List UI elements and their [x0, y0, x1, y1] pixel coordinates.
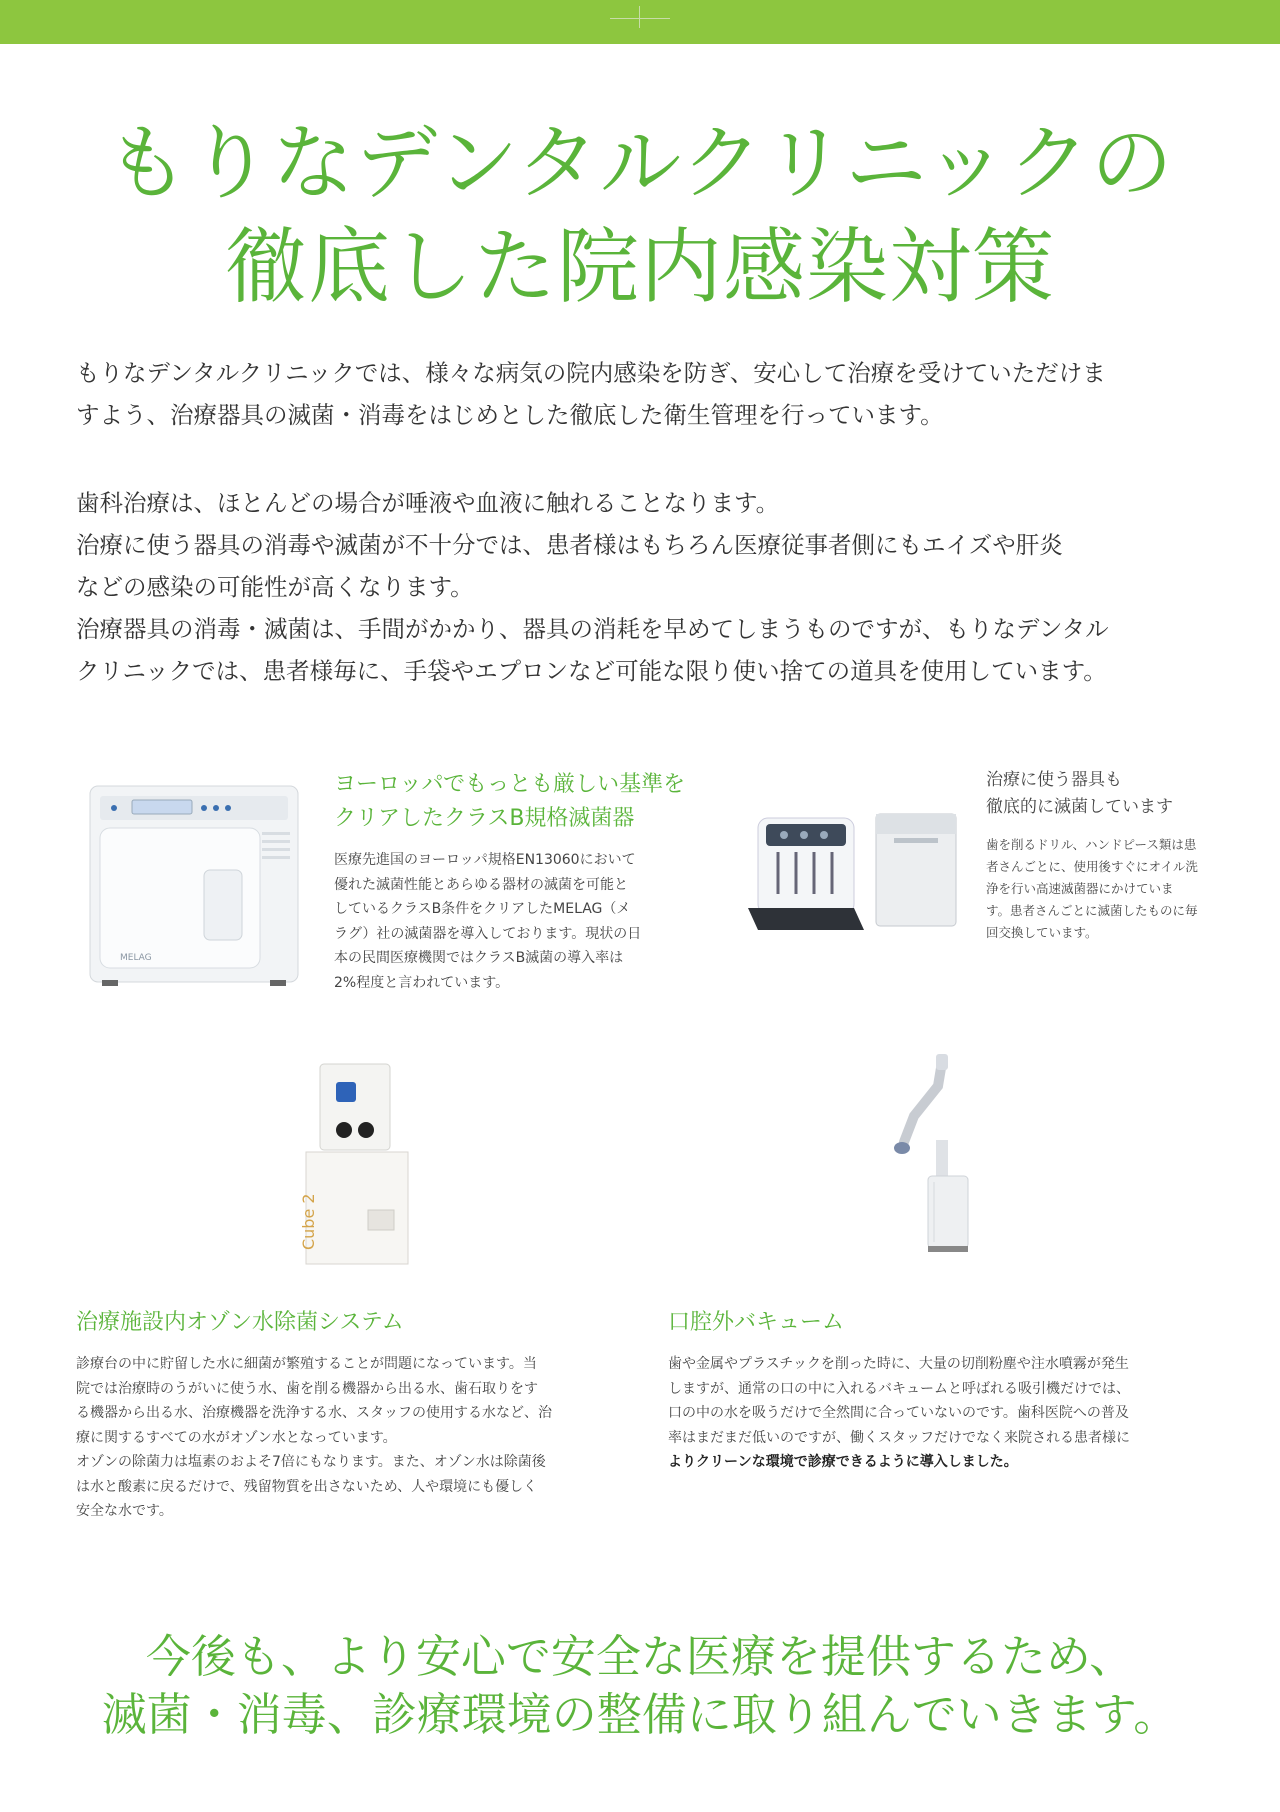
extraoral-vacuum-image	[886, 1050, 996, 1256]
ozone-brand-label: Cube 2	[300, 1193, 318, 1250]
vacuum-body-line: 率はまだまだ低いのですが、働くスタッフだけでなく来院される患者様に	[668, 1429, 1130, 1446]
vacuum-body-line: しますが、通常の口の中に入れるバキュームと呼ばれる吸引機だけでは、	[668, 1380, 1130, 1397]
instruments-title-line: 徹底的に滅菌しています	[986, 797, 1173, 817]
crop-mark	[610, 18, 670, 19]
top-accent-bar	[0, 0, 1280, 44]
ozone-body-line: は水と酸素に戻るだけで、残留物質を出さないため、人や環境にも優しく	[76, 1478, 538, 1495]
sterilizer-title	[334, 768, 685, 836]
intro-paragraph-2	[76, 482, 1216, 692]
title-line: 徹底した院内感染対策	[224, 220, 1055, 315]
ozone-unit-image	[300, 1060, 412, 1268]
intro-paragraph-1	[76, 352, 1216, 436]
vacuum-body-line: 口の中の水を吸うだけで全然間に合っていないのです。歯科医院への普及	[668, 1405, 1129, 1421]
intro-line: もりなデンタルクリニックでは、様々な病気の院内感染を防ぎ、安心して治療を受けていただけま	[76, 359, 1106, 387]
sterilizer-body-line: 本の民間医療機関ではクラスB滅菌の導入率は	[334, 950, 624, 966]
vacuum-body-line: 歯や金属やプラスチックを削った時に、大量の切削粉塵や注水噴霧が発生	[668, 1356, 1129, 1372]
intro-line: 治療に使う器具の消毒や滅菌が不十分では、患者様はもちろん医療従事者側にもエイズや肝炎	[76, 531, 1063, 559]
ozone-description	[76, 1352, 552, 1524]
closing-line: 今後も、より安心で安全な医療を提供するため、	[145, 1630, 1135, 1683]
sterilizer-title-line: クリアしたクラスB規格滅菌器	[334, 806, 635, 831]
vacuum-description	[668, 1352, 1130, 1475]
intro-line: などの感染の可能性が高くなります。	[76, 573, 474, 601]
sterilizer-body-line: 2%程度と言われています。	[334, 974, 510, 991]
intro-line: 治療器具の消毒・滅菌は、手間がかかり、器具の消耗を早めてしまうものですが、もりなデンタル	[76, 615, 1109, 643]
ozone-body-line: オゾンの除菌力は塩素のおよそ7倍にもなります。また、オゾン水は除菌後	[76, 1454, 546, 1470]
instrument-cleaner-image	[744, 808, 960, 938]
ozone-body-line: 院では治療時のうがいに使う水、歯を削る機器から出る水、歯石取りをす	[76, 1380, 538, 1397]
crop-mark	[639, 6, 640, 28]
ozone-body-line: る機器から出る水、治療機器を洗浄する水、スタッフの使用する水など、治	[76, 1405, 552, 1421]
sterilizer-body-line: ラグ）社の滅菌器を導入しております。現状の日	[334, 925, 642, 942]
instruments-description	[986, 834, 1198, 944]
intro-line: クリニックでは、患者様毎に、手袋やエプロンなど可能な限り使い捨ての道具を使用しています。	[76, 657, 1107, 685]
instruments-body-line: 回交換しています。	[986, 925, 1098, 940]
sterilizer-body-line: 医療先進国のヨーロッパ規格EN13060において	[334, 852, 636, 868]
closing-statement	[0, 1628, 1280, 1744]
vacuum-body-emphasis: よりクリーンな環境で診療できるように導入しました。	[668, 1454, 1018, 1470]
instruments-body-line: 歯を削るドリル、ハンドピース類は患	[986, 837, 1197, 852]
page-title	[0, 112, 1280, 320]
title-line: もりなデンタルクリニックの	[106, 116, 1174, 211]
vacuum-title	[668, 1306, 844, 1340]
sterilizer-brand-label: MELAG	[120, 953, 152, 963]
instruments-title	[986, 767, 1173, 821]
sterilizer-body-line: 優れた滅菌性能とあらゆる器材の滅菌を可能と	[334, 876, 628, 893]
sterilizer-description	[334, 848, 641, 995]
ozone-body-line: 診療台の中に貯留した水に細菌が繁殖することが問題になっています。当	[76, 1356, 537, 1372]
instruments-body-line: す。患者さんごとに滅菌したものに毎	[986, 903, 1198, 918]
instruments-title-line: 治療に使う器具も	[986, 770, 1122, 790]
intro-line: すよう、治療器具の滅菌・消毒をはじめとした徹底した衛生管理を行っています。	[76, 401, 944, 429]
instruments-body-line: 者さんごとに、使用後すぐにオイル洗	[986, 859, 1198, 874]
sterilizer-image	[84, 770, 304, 990]
vacuum-title-line: 口腔外バキューム	[668, 1310, 845, 1335]
ozone-body-line: 安全な水です。	[76, 1503, 173, 1519]
intro-line: 歯科治療は、ほとんどの場合が唾液や血液に触れることなります。	[76, 489, 780, 517]
instruments-body-line: 浄を行い高速滅菌器にかけていま	[986, 881, 1174, 896]
ozone-title	[76, 1306, 404, 1340]
sterilizer-body-line: しているクラスB条件をクリアしたMELAG（メ	[334, 901, 631, 917]
ozone-body-line: 療に関するすべての水がオゾン水となっています。	[76, 1429, 397, 1446]
sterilizer-title-line: ヨーロッパでもっとも厳しい基準を	[334, 772, 686, 797]
ozone-title-line: 治療施設内オゾン水除菌システム	[76, 1310, 404, 1335]
closing-line: 滅菌・消毒、診療環境の整備に取り組んでいきます。	[101, 1688, 1179, 1741]
